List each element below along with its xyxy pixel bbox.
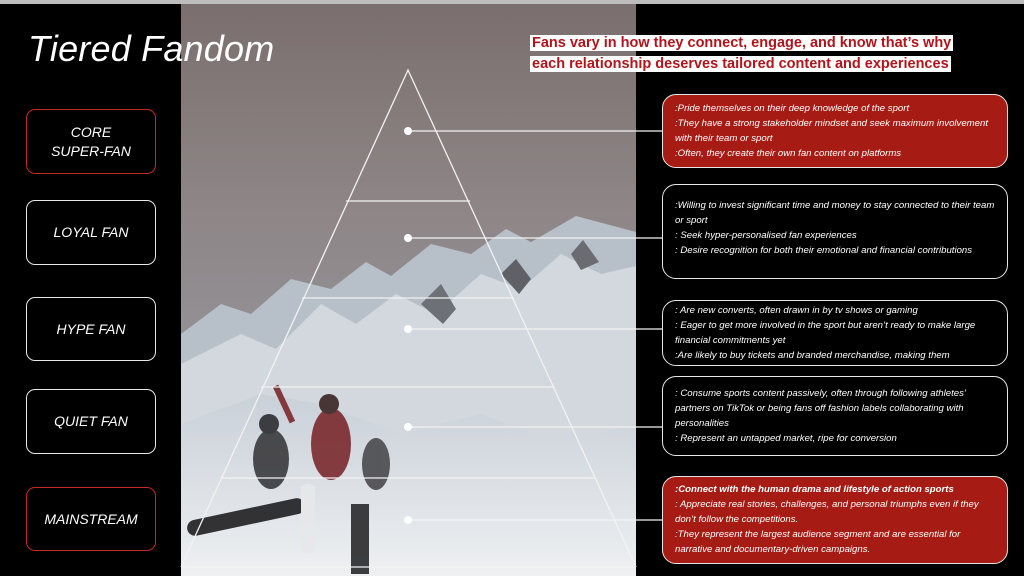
bullet-dot-hype (404, 325, 412, 333)
description-line: : Desire recognition for both their emotional and financial contributions (675, 245, 973, 256)
description-line: :Willing to invest significant time and money to stay connected to their team or sport (675, 200, 995, 226)
tier-label-mainstream: MAINSTREAM (44, 510, 138, 527)
description-box-loyal-fan (662, 184, 1008, 279)
description-line: : Are new converts, often drawn in by tv shows or gaming (675, 305, 918, 316)
description-box-core-super-fan (662, 94, 1008, 168)
bullet-dot-core (404, 127, 412, 135)
description-line: : Represent an untapped market, ripe for conversion (675, 433, 897, 444)
headline-line-2: each relationship deserves tailored content and experiences (532, 56, 949, 72)
description-line: :Often, they create their own fan content on platforms (675, 148, 902, 159)
description-line: : Seek hyper-personalised fan experiences (675, 230, 857, 241)
description-line: :Are likely to buy tickets and branded merchandise, making them (675, 350, 950, 361)
description-line: :They represent the largest audience segment and are essential for narrative and documentary-driven campaigns. (675, 529, 961, 555)
tier-button-mainstream[interactable] (26, 487, 156, 551)
description-line: : Appreciate real stories, challenges, and personal triumphs even if they don’t follow the competitions. (675, 499, 979, 525)
tier-label-loyal-fan: LOYAL FAN (53, 224, 129, 240)
tier-label-core-super-fan: CORE SUPER-FAN (51, 123, 131, 159)
slide-title: Tiered Fandom (28, 28, 275, 69)
bullet-dot-loyal (404, 234, 412, 242)
description-line: : Eager to get more involved in the sport but aren’t ready to make large financial commitments yet (675, 320, 976, 346)
tier-button-quiet-fan[interactable] (26, 389, 156, 454)
description-line: : Consume sports content passively, often through following athletes’ partners on TikTok or being fans off fashion labels collaborating with personalities (675, 388, 966, 429)
tier-button-hype-fan[interactable] (26, 297, 156, 361)
tier-label-quiet-fan: QUIET FAN (54, 413, 128, 429)
description-line: :Pride themselves on their deep knowledge of the sport (675, 103, 910, 114)
tier-button-core-super-fan[interactable] (26, 109, 156, 174)
description-box-quiet-fan (662, 376, 1008, 456)
bullet-dot-mainstream (404, 516, 412, 524)
tier-label-hype-fan: HYPE FAN (56, 320, 126, 337)
headline-line-1: Fans vary in how they connect, engage, and know that’s why (532, 35, 952, 51)
description-line: :Connect with the human drama and lifestyle of action sports (675, 484, 954, 495)
description-box-mainstream (662, 476, 1008, 564)
description-box-hype-fan (662, 300, 1008, 366)
description-line: :They have a strong stakeholder mindset and seek maximum involvement with their team or sport (675, 118, 989, 144)
tier-button-loyal-fan[interactable] (26, 200, 156, 265)
pyramid-outline (181, 70, 636, 567)
bullet-dot-quiet (404, 423, 412, 431)
